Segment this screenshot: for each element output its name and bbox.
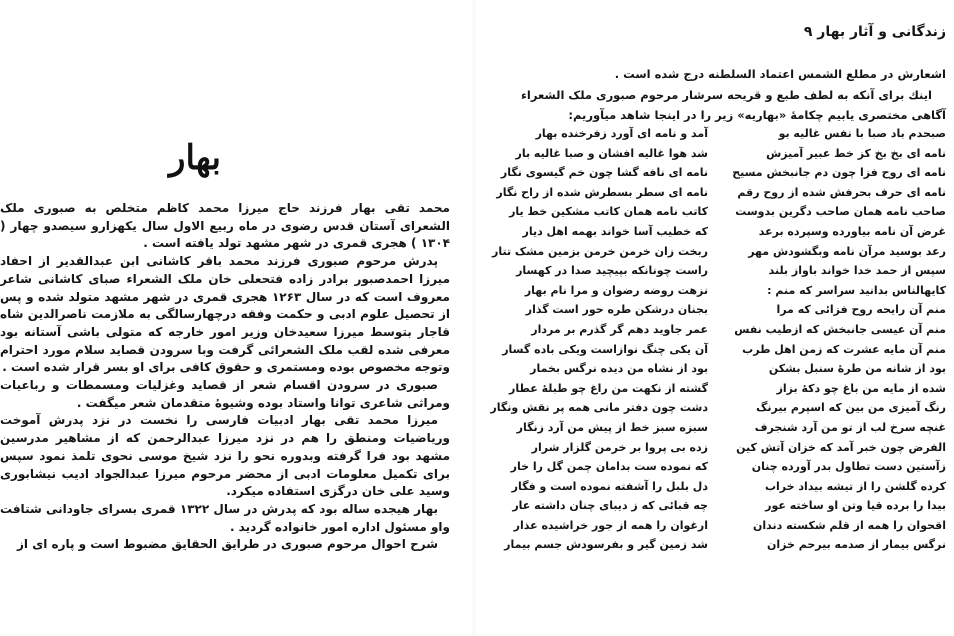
first-hemistich: کرده گلشن را از تیشه بیداد خراب <box>764 479 946 493</box>
intro-text <box>508 64 946 126</box>
second-hemistich: نامه ای سطر بسطرش شده از راح نگار <box>496 185 708 199</box>
biography-text <box>0 200 450 554</box>
second-hemistich: سبزه سبز خط از پیش من آرد زنگار <box>516 420 708 434</box>
second-hemistich: راست چونانکه بپیچید صدا در کهسار <box>516 264 708 278</box>
verse-line <box>496 183 946 203</box>
paragraph: بهار هیجده ساله بود که پدرش در سال ۱۳۲۲ قمری بسرای جاودانی شتافت واو مسئول اداره امور خانواده گردید . <box>0 501 450 534</box>
verse-line <box>514 124 946 144</box>
first-hemistich: رعد بوسید مرآن نامه وبگشودش مهر <box>748 244 946 258</box>
first-hemistich: صبحدم باد صبا با نفس غالیه بو <box>778 127 946 140</box>
first-hemistich: منم آن مایه عشرت که زمن اهل طرب <box>742 342 946 356</box>
second-hemistich: ارغوان را همه از جور خراشیده عذار <box>513 518 708 532</box>
second-hemistich: آمد و نامه ای آورد زفرخنده بهار <box>535 127 708 140</box>
first-hemistich: الفرض چون خبر آمد که خزان آتش کین <box>736 440 946 454</box>
second-hemistich: دل بلبل را آشفته نموده است و فگار <box>511 479 708 493</box>
first-hemistich: صاحب نامه همان صاحب دگرین بدوست <box>735 205 946 219</box>
verse-line <box>490 398 946 418</box>
verse-line <box>514 496 946 516</box>
first-hemistich: اقحوان را همه از قلم شکسته دندان <box>753 518 946 532</box>
intro-line: اشعارش در مطلع الشمس اعتماد السلطنه درج شده است . <box>614 67 946 81</box>
verse-line <box>514 144 946 164</box>
second-hemistich: گشته از نکهت من راغ چو طبلهٔ عطار <box>509 381 708 395</box>
poem <box>490 124 946 555</box>
page-gutter <box>472 0 476 636</box>
first-hemistich: رنگ آمیزی من بین که اسپرم بیرنگ <box>756 401 946 415</box>
chapter-title: بهار <box>169 138 221 178</box>
paragraph: شرح احوال مرحوم صبوری در طرایق الحقایق مضبوط است و پاره ای از <box>17 537 438 552</box>
verse-line <box>509 202 946 222</box>
first-hemistich: نرگس بیمار از صدمه بیرحم خزان <box>766 538 946 552</box>
verse-line <box>509 379 946 399</box>
second-hemistich: که خطیب آسا خواند بهمه اهل دیار <box>522 224 708 238</box>
first-hemistich: زآستین دست تطاول بدر آورده چنان <box>751 460 946 474</box>
second-hemistich: که نموده ست بدامان چمن گل را خار <box>510 460 708 474</box>
second-hemistich: بجنان درشکن طره حور است گذار <box>525 303 708 317</box>
first-hemistich: غنچه سرخ لب از تو من آرد شنجرف <box>754 420 946 434</box>
verse-line <box>502 340 946 360</box>
first-hemistich: غرض آن نامه بیاورده وسپرده برعد <box>758 224 946 238</box>
verse-line <box>514 359 946 379</box>
right-page <box>478 0 954 636</box>
paragraph: پدرش مرحوم صبوری فرزند محمد باقر کاشانی ابن عبدالقدیر از احفاد میرزا احمدصبور برادر زاده فتحعلی خان ملک الشعراء صبای کاشانی شاعر معروف است که در سال ۱۲۶۳ هجری قمری در شهر مشهد متولد شده و پس از تحصیل علوم ادبی و حکمت وفقه درچهارسالگی به ملازمت ناصرالدین شاه قاجار بتوسط میرزا سعیدخان وزیر امور خارجه که متولی باشی آستانه بود معرفی شده لقب ملک الشعرائی گرفت وبا سرودن قصاید سلام مورد احترام وتوجه مخصوص بوده ومستمری و حقوق کافی برای او بسر قرار شده است . <box>0 254 450 375</box>
second-hemistich: زده بی پروا بر خرمن گلزار شرار <box>531 440 708 454</box>
second-hemistich: چه قبائی که ز دیبای چنان داشته عار <box>512 499 708 513</box>
second-hemistich: شد هوا غالیه افشان و صبا غالیه بار <box>515 146 708 160</box>
running-header-title: زندگانی و آثار بهار <box>817 24 946 40</box>
paragraph: میرزا محمد تقی بهار ادبیات فارسی را نخست در نزد پدرش آموخت وریاضیات ومنطق را هم در نزد میرزا عبدالرحمن که از مشاهیر مدرسین مشهد بود فرا گرفته وبدوره نحو را نزد شیخ موسی نحوی تلمذ نمود سپس برای تکمیل معلومات ادبی از محضر مرحوم میرزا عبدالجواد ادیب نیشابوری وسید علی خان درگزی استفاده میکرد. <box>0 413 450 499</box>
left-page <box>0 0 470 636</box>
verse-line <box>514 438 946 458</box>
second-hemistich: نزهت روضه رضوان و مرا نام بهار <box>524 283 708 297</box>
first-hemistich: سپس از حمد خدا خواند باواز بلند <box>768 264 946 278</box>
verse-line <box>492 242 946 262</box>
second-hemistich: دشت چون دفتر مانی همه پر نقش ونگار <box>490 401 708 415</box>
second-hemistich: شد زمین گیر و بفرسودش جسم بیمار <box>504 538 708 552</box>
first-hemistich: بود از شانه من طرهٔ سنبل بشکن <box>768 362 946 376</box>
first-hemistich: کایهالناس بدانید سراسر که منم : <box>767 283 946 297</box>
running-header <box>538 24 946 40</box>
intro-line: آگاهی مختصری یابیم چکامهٔ «بهاریه» زیر را در اینجا شاهد میآوریم: <box>568 108 946 122</box>
page-number: ۹ <box>803 24 813 40</box>
first-hemistich: نامه ای بخ بخ کز خط عبیر آمیزش <box>766 146 946 160</box>
verse-line <box>514 300 946 320</box>
first-hemistich: منم آن رایحه روح فزائی که مرا <box>776 303 946 317</box>
paragraph: صبوری در سرودن اقسام شعر از قصاید وغزلیات ومسمطات و رباعیات ومراثی شاعری توانا واستاد بوده وشیوهٔ متقدمان شعر میگفت . <box>0 378 450 410</box>
verse-line <box>500 163 946 183</box>
first-hemistich: نامه ای روح فزا چون دم جانبخش مسیح <box>732 166 946 180</box>
second-hemistich: بود از نشاه من دیده نرگس بخمار <box>530 362 708 376</box>
first-hemistich: منم آن عیسی جانبخش که ازطیب نفس <box>734 322 946 336</box>
intro-line: اینك برای آنکه به لطف طبع و قریحه سرشار مرحوم صبوری ملک الشعراء <box>521 87 932 102</box>
verse-line <box>514 516 946 536</box>
second-hemistich: عمر جاوید دهم گر گذرم بر مردار <box>531 322 708 336</box>
verse-line <box>514 281 946 301</box>
verse-line <box>511 477 946 497</box>
first-hemistich: شده از مایه من باغ چو دکهٔ بزاز <box>776 381 946 395</box>
verse-line <box>510 457 946 477</box>
second-hemistich: نامه ای نافه گشا چون خم گیسوی نگار <box>500 166 708 180</box>
verse-line <box>514 261 946 281</box>
second-hemistich: آن یکی چنگ نوازاست ویکی باده گسار <box>502 342 708 356</box>
verse-line <box>514 418 946 438</box>
paragraph: محمد تقی بهار فرزند حاج میرزا محمد کاظم متخلص به صبوری ملک الشعرای آستان قدس رضوی در ماه ربیع الاول سال یکهزارو سیصدو چهار ( ۱۳۰۴ ) هجری قمری در شهر مشهد تولد یافته است . <box>0 201 450 251</box>
verse-line <box>514 320 946 340</box>
second-hemistich: کاتب نامه همان کاتب مشکین خط یار <box>509 205 708 219</box>
second-hemistich: ربخت زان خرمن خرمن بزمین مشک تتار <box>492 244 708 258</box>
first-hemistich: بیدا را برده قیا وتن او ساخته عور <box>765 499 946 513</box>
verse-line <box>504 535 946 555</box>
first-hemistich: نامه ای حرف بحرفش شده از روح رقم <box>737 185 946 199</box>
verse-line <box>514 222 946 242</box>
